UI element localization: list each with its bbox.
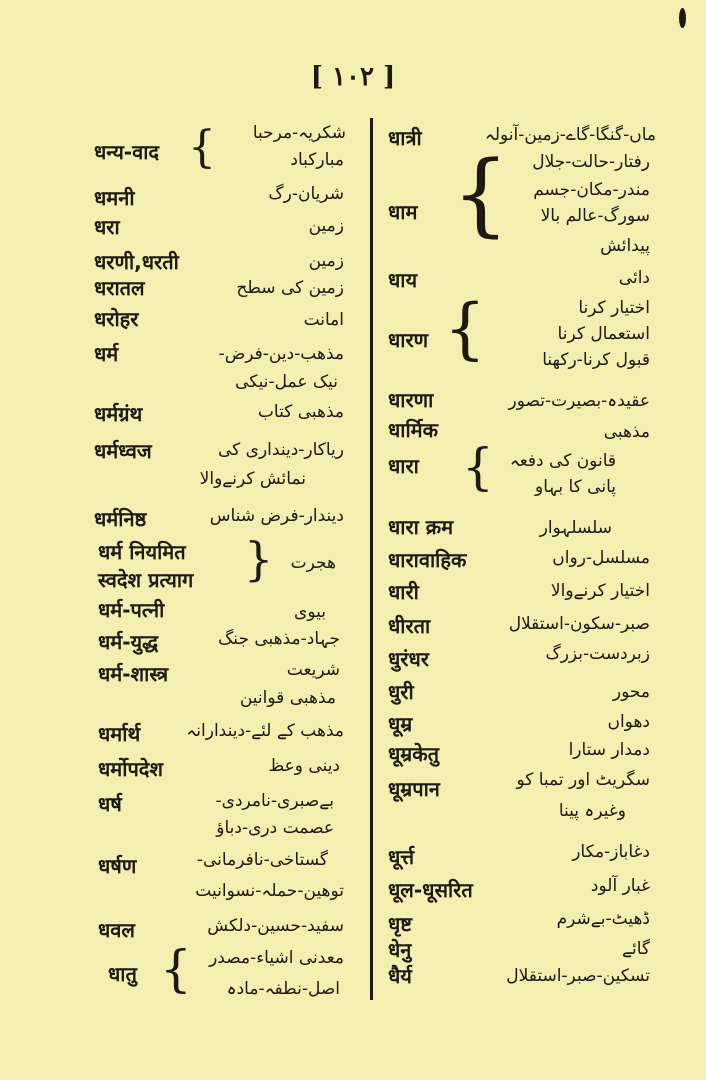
headword: धार्मिक <box>388 418 438 442</box>
headword: धर्म-पत्नी <box>98 598 165 622</box>
gloss: مبارکباد <box>290 150 344 170</box>
gloss: اختیار کرنا <box>578 298 650 318</box>
gloss: سفید-حسین-دلکش <box>207 916 344 936</box>
gloss: زمین <box>308 216 344 236</box>
gloss: قانون کی دفعہ <box>509 451 616 471</box>
headword: धुरी <box>388 680 414 704</box>
gloss: پیدائش <box>600 236 650 256</box>
headword: धृष्ट <box>388 912 412 936</box>
headword: धरातल <box>94 276 145 300</box>
headword: धारा <box>388 454 419 478</box>
headword: धरणी,धरती <box>94 250 179 274</box>
gloss: رفتار-حالت-جلال <box>532 152 650 172</box>
headword: धमनी <box>94 186 135 210</box>
gloss: امانت <box>303 310 344 330</box>
gloss: ریاکار-دینداری کی <box>218 440 344 460</box>
headword: धर्म-युद्ध <box>98 630 159 654</box>
headword: धन्य-वाद <box>94 140 160 164</box>
gloss: دیندار-فرض شناس <box>209 506 344 526</box>
gloss: دغاباز-مکار <box>572 842 650 862</box>
headword: धर्म-शास्त्र <box>98 662 169 686</box>
gloss: سورگ-عالم بالا <box>540 206 650 226</box>
gloss: قبول کرنا-رکھنا <box>542 350 650 370</box>
gloss: هجرت <box>290 553 336 573</box>
headword: धर्म नियमित <box>98 540 186 564</box>
headword: धर्मोपदेश <box>98 757 164 781</box>
headword: धाम <box>388 200 418 224</box>
brace: { <box>462 438 494 496</box>
gloss: مذهبی کتاب <box>257 402 344 422</box>
gloss: شریعت <box>286 660 340 680</box>
gloss: گستاخی-نافرمانی- <box>196 850 328 870</box>
headword: धारा क्रम <box>388 515 454 539</box>
gloss: ڈهیٹ-بےشرم <box>556 909 650 929</box>
gloss: مندر-مکان-جسم <box>533 180 650 200</box>
headword: धूम्रपान <box>388 777 440 801</box>
headword: धात्री <box>388 126 422 150</box>
headword: धूर्त्त <box>388 845 415 869</box>
headword: धवल <box>98 918 135 942</box>
headword: धर्म <box>94 342 119 366</box>
headword: धारी <box>388 580 419 604</box>
gloss: بیوی <box>294 602 326 622</box>
headword: धुरंधर <box>388 647 429 671</box>
gloss: مسلسل-رواں <box>552 548 650 568</box>
gloss: پانی کا بہاو <box>535 477 616 497</box>
headword: धरोहर <box>94 307 139 331</box>
headword: धाय <box>388 268 418 292</box>
headword: धूम्रकेतु <box>388 742 440 766</box>
brace: { <box>452 142 510 247</box>
gloss: زمین <box>308 251 344 271</box>
gloss: سگریٹ اور تمبا کو <box>516 770 650 790</box>
page-number: [ ١٠٢ ] <box>310 62 396 92</box>
gloss: وغیرہ پینا <box>558 801 626 821</box>
gloss: زمین کی سطح <box>236 278 344 298</box>
gloss: توهین-حملہ-نسوانیت <box>195 881 344 901</box>
headword: धारावाहिक <box>388 548 467 572</box>
gloss: غبار آلود <box>590 876 650 896</box>
gloss: جہاد-مذهبی جنگ <box>218 629 340 649</box>
gloss: اختیار کرنےوالا <box>550 581 650 601</box>
gloss: نمائش کرنےوالا <box>199 469 306 489</box>
brace: { <box>160 940 192 998</box>
column-divider <box>370 118 373 1000</box>
gloss: معدنی اشیاء-مصدر <box>209 948 344 968</box>
gloss: سلسلہوار <box>539 518 612 538</box>
headword: धीरता <box>388 614 431 638</box>
headword: धर्मध्वज <box>94 439 152 463</box>
gloss: نیک عمل-نیکی <box>235 372 338 392</box>
gloss: بےصبری-نامردی- <box>215 791 334 811</box>
headword: धर्मग्रंथ <box>94 402 143 426</box>
brace: } <box>244 532 274 586</box>
gloss: صبر-سکون-استقلال <box>508 614 650 634</box>
brace: { <box>444 290 486 367</box>
gloss: تسکین-صبر-استقلال <box>506 966 650 986</box>
gloss: محور <box>612 682 650 702</box>
gloss: مذهبی <box>603 422 650 442</box>
headword: धरा <box>94 215 120 239</box>
gloss: مذهب کے لئے-دیندارانہ <box>186 721 344 741</box>
gloss: استعمال کرنا <box>557 324 650 344</box>
gloss: شکریہ-مرحبا <box>252 123 346 143</box>
ink-mark <box>679 8 686 28</box>
gloss: دمدار ستارا <box>568 740 650 760</box>
gloss: اصل-نطفہ-مادہ <box>226 979 340 999</box>
brace: { <box>188 122 216 173</box>
gloss: دینی وعظ <box>268 756 340 776</box>
gloss: زبردست-بزرگ <box>545 644 650 664</box>
headword: धूल-धूसरित <box>388 878 473 902</box>
gloss: گائے <box>622 939 650 959</box>
gloss: عصمت دری-دباؤ <box>216 818 334 838</box>
headword: धेनु <box>388 938 412 962</box>
headword: धर्षण <box>98 854 137 878</box>
headword: धूम्र <box>388 712 413 736</box>
gloss: ماں-گنگا-گاے-زمین-آنولہ <box>484 125 656 145</box>
headword: धारण <box>388 328 429 352</box>
gloss: مذهب-دین-فرض- <box>218 344 344 364</box>
gloss: دهواں <box>607 712 650 732</box>
gloss: دائی <box>618 268 650 288</box>
gloss: شریان-رگ <box>268 184 344 204</box>
headword: धर्मार्थ <box>98 722 141 746</box>
headword: धातु <box>108 962 137 986</box>
headword: धैर्य <box>388 964 412 988</box>
headword: धारणा <box>388 388 434 412</box>
gloss: مذهبی قوانین <box>239 688 336 708</box>
headword: धर्ष <box>98 792 122 816</box>
headword: धर्मनिष्ठ <box>94 507 147 531</box>
headword: स्वदेश प्रत्याग <box>98 568 194 592</box>
gloss: عقیدہ-بصیرت-تصور <box>508 391 650 411</box>
